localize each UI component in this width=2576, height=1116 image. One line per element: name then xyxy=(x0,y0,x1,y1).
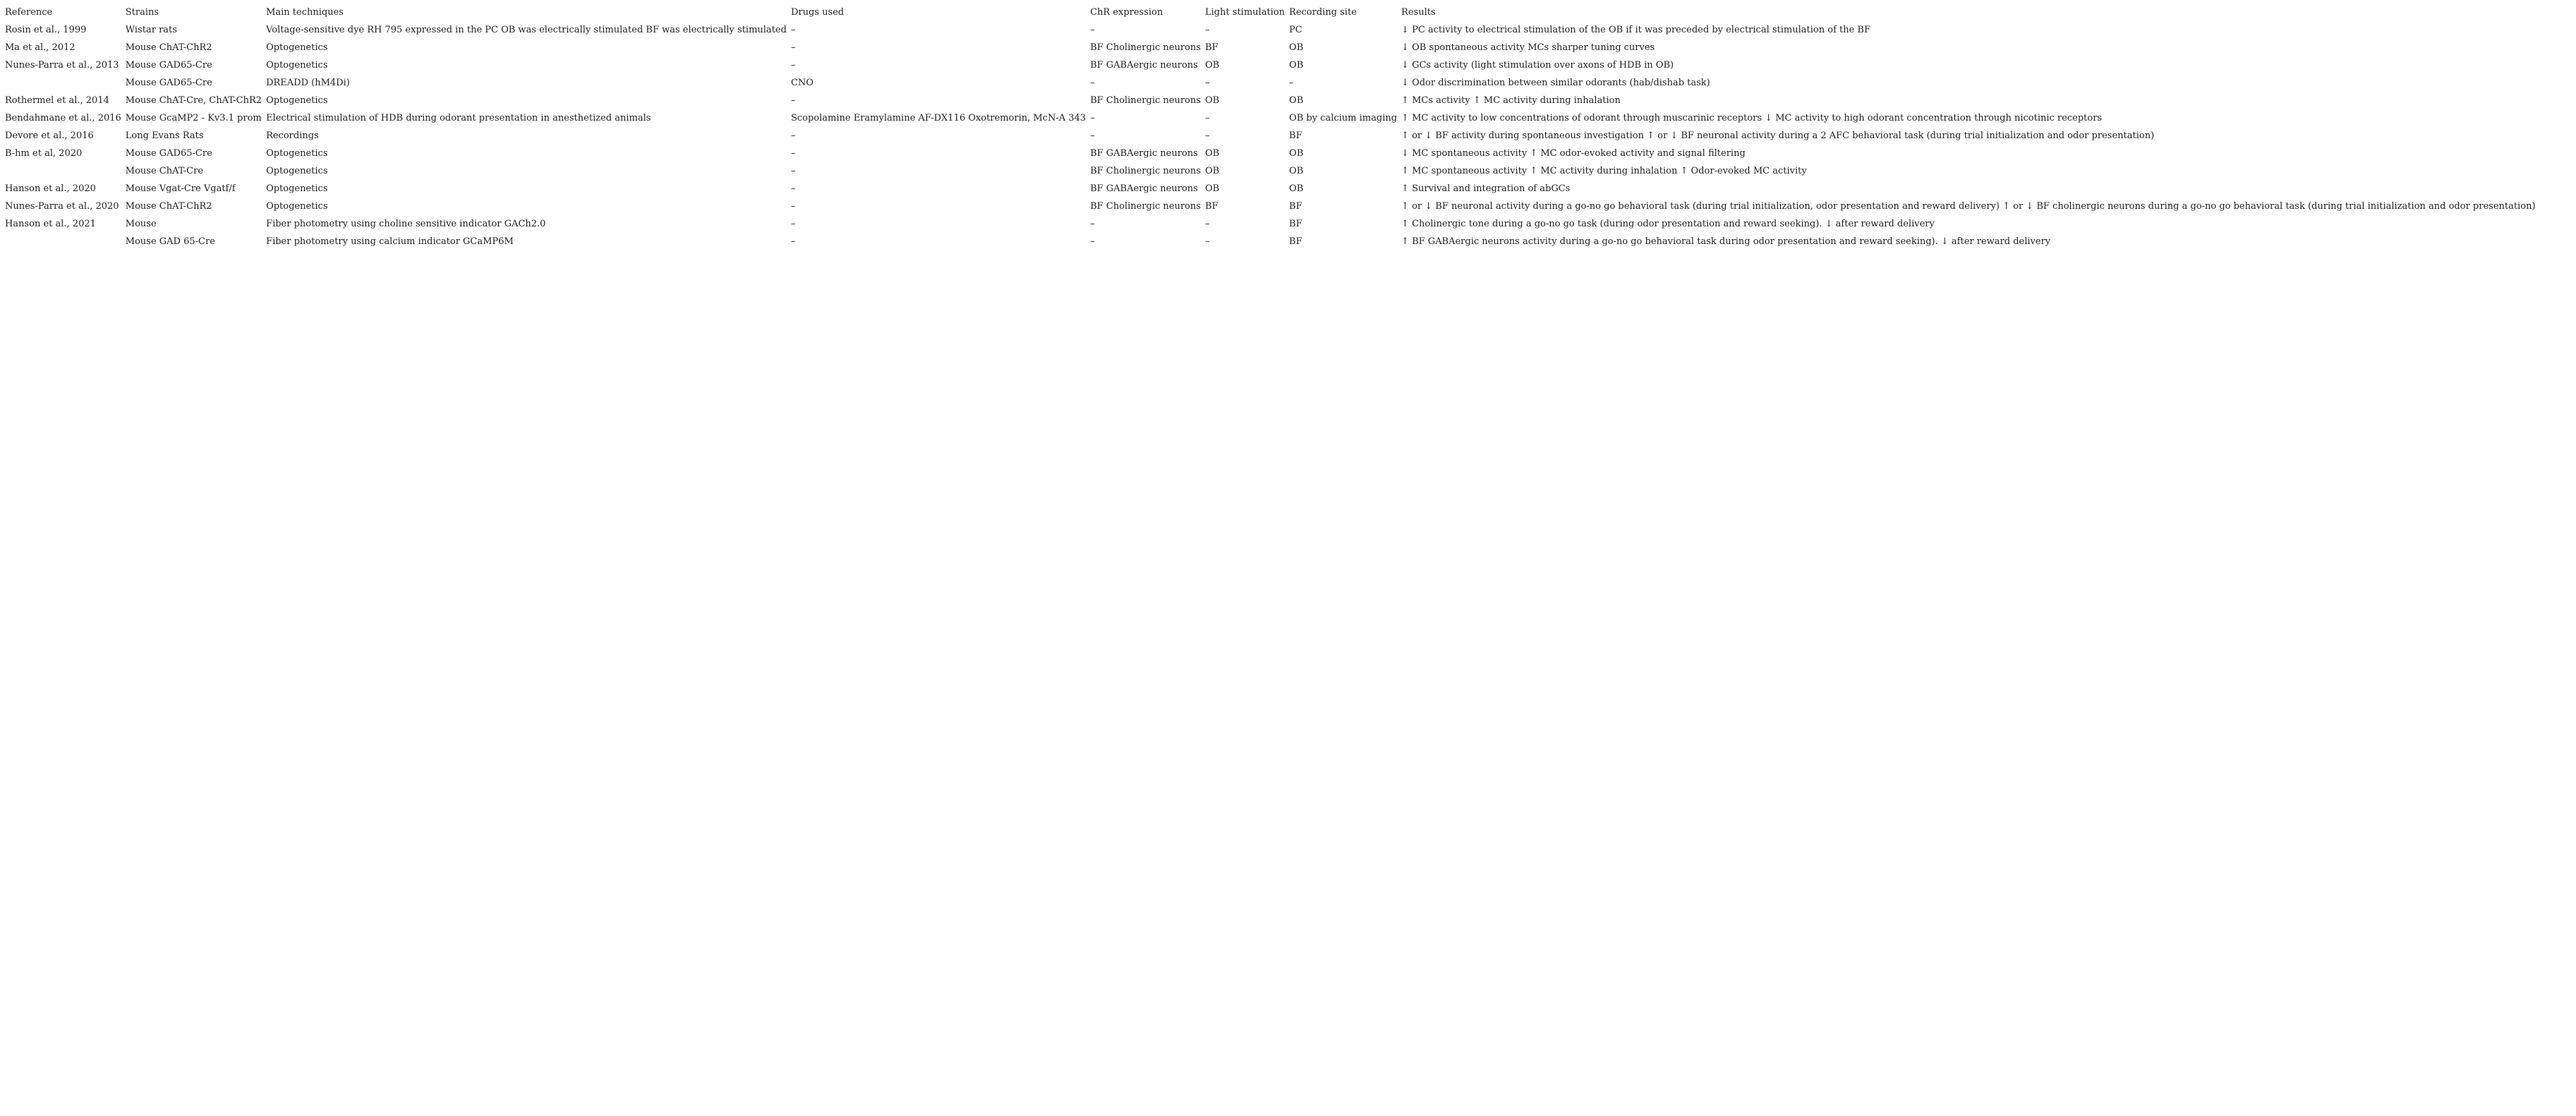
table-header-row xyxy=(2,4,2540,21)
header-chr-expression: ChR expression xyxy=(1090,7,1163,18)
cell-chr-expression: BF GABAergic neurons xyxy=(1090,183,1198,194)
cell-reference: Rothermel et al., 2014 xyxy=(5,95,109,106)
cell-light-stimulation: OB xyxy=(1204,166,1220,176)
cell-chr-expression: – xyxy=(1090,113,1095,123)
header-results: Results xyxy=(1401,7,1436,18)
cell-light-stimulation: – xyxy=(1204,219,1210,229)
cell-results: ↑ Cholinergic tone during a go-no go task (during odor presentation and reward seeking). ↓ after reward delivery xyxy=(1401,219,1935,229)
header-recording-site: Recording site xyxy=(1289,7,1357,18)
cell-drugs-used: – xyxy=(790,42,796,53)
cell-recording-site: OB xyxy=(1289,95,1304,106)
cell-light-stimulation: OB xyxy=(1204,60,1220,71)
cell-main-techniques: Optogenetics xyxy=(266,60,328,71)
cell-strains: Mouse ChAT-Cre, ChAT-ChR2 xyxy=(125,95,262,106)
cell-chr-expression: BF GABAergic neurons xyxy=(1090,148,1198,159)
cell-strains: Mouse GAD65-Cre xyxy=(125,78,212,88)
cell-recording-site: – xyxy=(1289,78,1294,88)
cell-recording-site: OB xyxy=(1289,42,1304,53)
cell-chr-expression: BF Cholinergic neurons xyxy=(1090,42,1201,53)
cell-results: ↓ PC activity to electrical stimulation of the OB if it was preceded by electrical stimulation of the BF xyxy=(1401,25,1871,35)
cell-chr-expression: – xyxy=(1090,131,1095,141)
table-row xyxy=(2,39,2540,56)
cell-main-techniques: Voltage-sensitive dye RH 795 expressed in the PC OB was electrically stimulated BF was electrically stimulated xyxy=(266,25,787,35)
cell-drugs-used: – xyxy=(790,236,796,247)
cell-drugs-used: – xyxy=(790,25,796,35)
header-main-techniques: Main techniques xyxy=(266,7,344,18)
cell-recording-site: BF xyxy=(1289,219,1302,229)
table-row xyxy=(2,198,2540,215)
cell-light-stimulation: – xyxy=(1204,25,1210,35)
cell-recording-site: PC xyxy=(1289,25,1302,35)
cell-reference: Rosin et al., 1999 xyxy=(5,25,87,35)
cell-main-techniques: Fiber photometry using calcium indicator GCaMP6M xyxy=(266,236,514,247)
cell-recording-site: BF xyxy=(1289,236,1302,247)
cell-reference: Nunes-Parra et al., 2013 xyxy=(5,60,119,71)
cell-chr-expression: BF Cholinergic neurons xyxy=(1090,95,1201,106)
table-row xyxy=(2,145,2540,162)
cell-results: ↑ MCs activity ↑ MC activity during inhalation xyxy=(1401,95,1621,106)
cell-chr-expression: – xyxy=(1090,25,1095,35)
cell-light-stimulation: – xyxy=(1204,78,1210,88)
cell-strains: Wistar rats xyxy=(125,25,177,35)
cell-strains: Mouse ChAT-ChR2 xyxy=(125,201,212,212)
cell-main-techniques: Optogenetics xyxy=(266,201,328,212)
header-drugs-used: Drugs used xyxy=(790,7,845,18)
results-table xyxy=(2,4,2540,250)
table-body xyxy=(2,21,2540,250)
cell-strains: Mouse ChAT-Cre xyxy=(125,166,204,176)
cell-results: ↑ Survival and integration of abGCs xyxy=(1401,183,1571,194)
cell-recording-site: OB xyxy=(1289,60,1304,71)
cell-chr-expression: – xyxy=(1090,219,1095,229)
cell-results: ↓ GCs activity (light stimulation over axons of HDB in OB) xyxy=(1401,60,1674,71)
header-light-stimulation: Light stimulation xyxy=(1204,7,1286,18)
cell-strains: Mouse GAD65-Cre xyxy=(125,60,212,71)
cell-light-stimulation: – xyxy=(1204,236,1210,247)
cell-chr-expression: BF Cholinergic neurons xyxy=(1090,201,1201,212)
cell-strains: Mouse GcaMP2 - Kv3.1 prom xyxy=(125,113,262,123)
cell-main-techniques: Optogenetics xyxy=(266,183,328,194)
cell-main-techniques: DREADD (hM4Di) xyxy=(266,78,350,88)
header-strains: Strains xyxy=(125,7,159,18)
cell-main-techniques: Optogenetics xyxy=(266,95,328,106)
cell-drugs-used: – xyxy=(790,219,796,229)
header-reference: Reference xyxy=(5,7,53,18)
cell-reference: Ma et al., 2012 xyxy=(5,42,75,53)
cell-results: ↑ BF GABAergic neurons activity during a go-no go behavioral task during odor presentation and reward seeking). ↓ after reward delivery xyxy=(1401,236,2051,247)
cell-light-stimulation: OB xyxy=(1204,148,1220,159)
table-row xyxy=(2,215,2540,233)
cell-recording-site: BF xyxy=(1289,201,1302,212)
cell-reference xyxy=(2,233,126,250)
cell-main-techniques: Optogenetics xyxy=(266,166,328,176)
cell-recording-site: OB xyxy=(1289,148,1304,159)
cell-recording-site: BF xyxy=(1289,131,1302,141)
cell-recording-site: OB xyxy=(1289,183,1304,194)
cell-reference: Bendahmane et al., 2016 xyxy=(5,113,121,123)
cell-chr-expression: BF Cholinergic neurons xyxy=(1090,166,1201,176)
cell-reference: Hanson et al., 2020 xyxy=(5,183,96,194)
cell-main-techniques: Optogenetics xyxy=(266,148,328,159)
cell-main-techniques: Recordings xyxy=(266,131,319,141)
cell-results: ↓ Odor discrimination between similar odorants (hab/dishab task) xyxy=(1401,78,1710,88)
cell-main-techniques: Optogenetics xyxy=(266,42,328,53)
cell-reference: Hanson et al., 2021 xyxy=(5,219,96,229)
cell-reference xyxy=(2,162,126,180)
table-row xyxy=(2,233,2540,250)
cell-light-stimulation: OB xyxy=(1204,95,1220,106)
cell-drugs-used: – xyxy=(790,148,796,159)
cell-main-techniques: Electrical stimulation of HDB during odorant presentation in anesthetized animals xyxy=(266,113,651,123)
cell-reference: B-hm et al, 2020 xyxy=(5,148,83,159)
table-row xyxy=(2,127,2540,145)
cell-strains: Mouse GAD 65-Cre xyxy=(125,236,215,247)
cell-drugs-used: Scopolamine Eramylamine AF-DX116 Oxotremorin, McN-A 343 xyxy=(790,113,1087,123)
cell-drugs-used: – xyxy=(790,131,796,141)
table-row xyxy=(2,162,2540,180)
table-row xyxy=(2,21,2540,39)
cell-main-techniques: Fiber photometry using choline sensitive indicator GACh2.0 xyxy=(266,219,546,229)
cell-recording-site: OB xyxy=(1289,166,1304,176)
cell-chr-expression: – xyxy=(1090,78,1095,88)
cell-drugs-used: CNO xyxy=(790,78,814,88)
cell-results: ↑ or ↓ BF activity during spontaneous investigation ↑ or ↓ BF neuronal activity during a 2 AFC behavioral task (during trial initialization and odor presentation) xyxy=(1401,131,2155,141)
cell-results: ↑ or ↓ BF neuronal activity during a go-no go behavioral task (during trial initialization, odor presentation and reward delivery) ↑ or ↓ BF cholinergic neurons during a go-no go behavioral task (during trial initialization and odor presentation) xyxy=(1401,201,2536,212)
cell-light-stimulation: – xyxy=(1204,131,1210,141)
table-row xyxy=(2,109,2540,127)
cell-strains: Mouse xyxy=(125,219,157,229)
cell-light-stimulation: BF xyxy=(1204,201,1219,212)
table-row xyxy=(2,180,2540,198)
cell-results: ↓ MC spontaneous activity ↑ MC odor-evoked activity and signal filtering xyxy=(1401,148,1746,159)
cell-reference xyxy=(2,74,126,92)
cell-light-stimulation: – xyxy=(1204,113,1210,123)
cell-drugs-used: – xyxy=(790,60,796,71)
table-row xyxy=(2,74,2540,92)
cell-results: ↓ OB spontaneous activity MCs sharper tuning curves xyxy=(1401,42,1655,53)
cell-light-stimulation: OB xyxy=(1204,183,1220,194)
cell-results: ↑ MC spontaneous activity ↑ MC activity during inhalation ↑ Odor-evoked MC activity xyxy=(1401,166,1807,176)
cell-reference: Nunes-Parra et al., 2020 xyxy=(5,201,119,212)
cell-reference: Devore et al., 2016 xyxy=(5,131,94,141)
cell-strains: Long Evans Rats xyxy=(125,131,204,141)
cell-strains: Mouse ChAT-ChR2 xyxy=(125,42,212,53)
cell-light-stimulation: BF xyxy=(1204,42,1219,53)
cell-strains: Mouse Vgat-Cre Vgatf/f xyxy=(125,183,236,194)
cell-drugs-used: – xyxy=(790,183,796,194)
cell-chr-expression: BF GABAergic neurons xyxy=(1090,60,1198,71)
table-row xyxy=(2,56,2540,74)
cell-recording-site: OB by calcium imaging xyxy=(1289,113,1398,123)
cell-drugs-used: – xyxy=(790,166,796,176)
table-row xyxy=(2,92,2540,109)
cell-chr-expression: – xyxy=(1090,236,1095,247)
cell-results: ↑ MC activity to low concentrations of odorant through muscarinic receptors ↓ MC activity to high odorant concentration through nicotinic receptors xyxy=(1401,113,2103,123)
cell-strains: Mouse GAD65-Cre xyxy=(125,148,212,159)
cell-drugs-used: – xyxy=(790,95,796,106)
cell-drugs-used: – xyxy=(790,201,796,212)
